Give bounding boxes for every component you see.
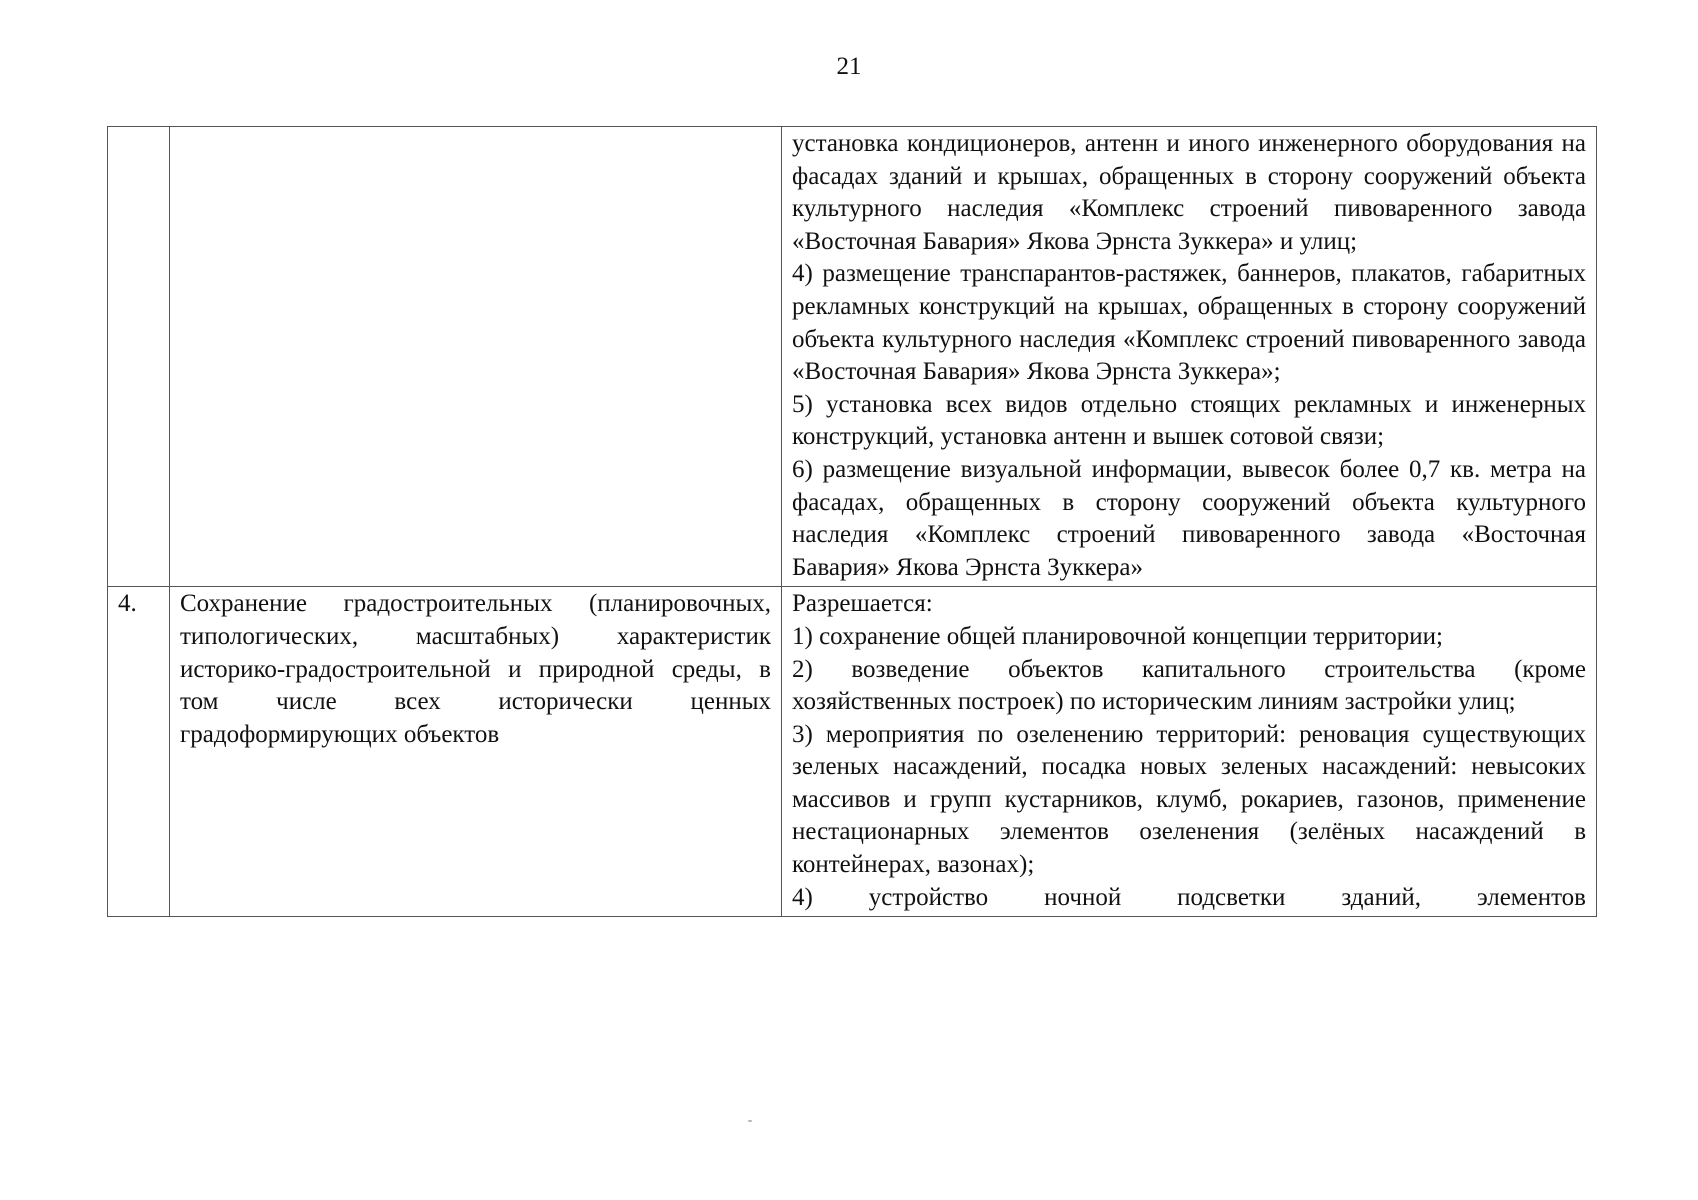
content-paragraph: 5) установка всех видов отдельно стоящих рекламных и инженерных конструкций, установка антенн и вышек сотовой связи; bbox=[792, 390, 1586, 451]
content-paragraph: 3) мероприятия по озеленению территорий: реновация существующих зеленых насаждений, посадка новых зеленых насаждений: невысоких массивов и групп кустарников, клумб, рокариев, газонов, применение нестационарных элементов озеленения (зелёных насаждений в контейнерах, вазонах); bbox=[792, 720, 1586, 879]
scan-artifact bbox=[748, 1120, 752, 1122]
content-paragraph: 4) размещение транспарантов-растяжек, баннеров, плакатов, габаритных рекламных конструкций на крышах, обращенных в сторону сооружений объекта культурного наследия «Комплекс строений пивоваренного завода «Восточная Бавария» Якова Эрнста Зуккера»; bbox=[792, 260, 1586, 386]
table-row bbox=[108, 127, 1597, 587]
row-content-cell bbox=[782, 587, 1597, 917]
content-paragraph: 6) размещение визуальной информации, вывесок более 0,7 кв. метра на фасадах, обращенных в сторону сооружений объекта культурного наследия «Комплекс строений пивоваренного завода «Восточная Бавария» Якова Эрнста Зуккера» bbox=[792, 455, 1586, 581]
requirements-table bbox=[107, 126, 1597, 917]
row-name-cell bbox=[170, 127, 782, 587]
row-name-cell bbox=[170, 587, 782, 917]
content-paragraph: установка кондиционеров, антенн и иного инженерного оборудования на фасадах зданий и крышах, обращенных в сторону сооружений объекта культурного наследия «Комплекс строений пивоваренного завода «Восточная Бавария» Якова Эрнста Зуккера» и улиц; bbox=[792, 130, 1586, 255]
row-name-text: Сохранение градостроительных (планировочных, типологических, масштабных) характеристик историко-градостроительной и природной среды, в том числе всех исторически ценных градоформирующих объектов bbox=[180, 590, 771, 748]
row-number-cell bbox=[108, 127, 170, 587]
content-paragraph: 4) устройство ночной подсветки зданий, элементов bbox=[792, 883, 1586, 911]
row-content-cell bbox=[782, 127, 1597, 587]
content-paragraph: 2) возведение объектов капитального строительства (кроме хозяйственных построек) по историческим линиям застройки улиц; bbox=[792, 655, 1586, 716]
row-number-cell: 4. bbox=[108, 587, 170, 917]
page-number: 21 bbox=[836, 53, 862, 80]
table-row bbox=[108, 587, 1597, 917]
content-paragraph: 1) сохранение общей планировочной концепции территории; bbox=[792, 622, 1443, 650]
content-paragraph: Разрешается: bbox=[792, 590, 933, 618]
